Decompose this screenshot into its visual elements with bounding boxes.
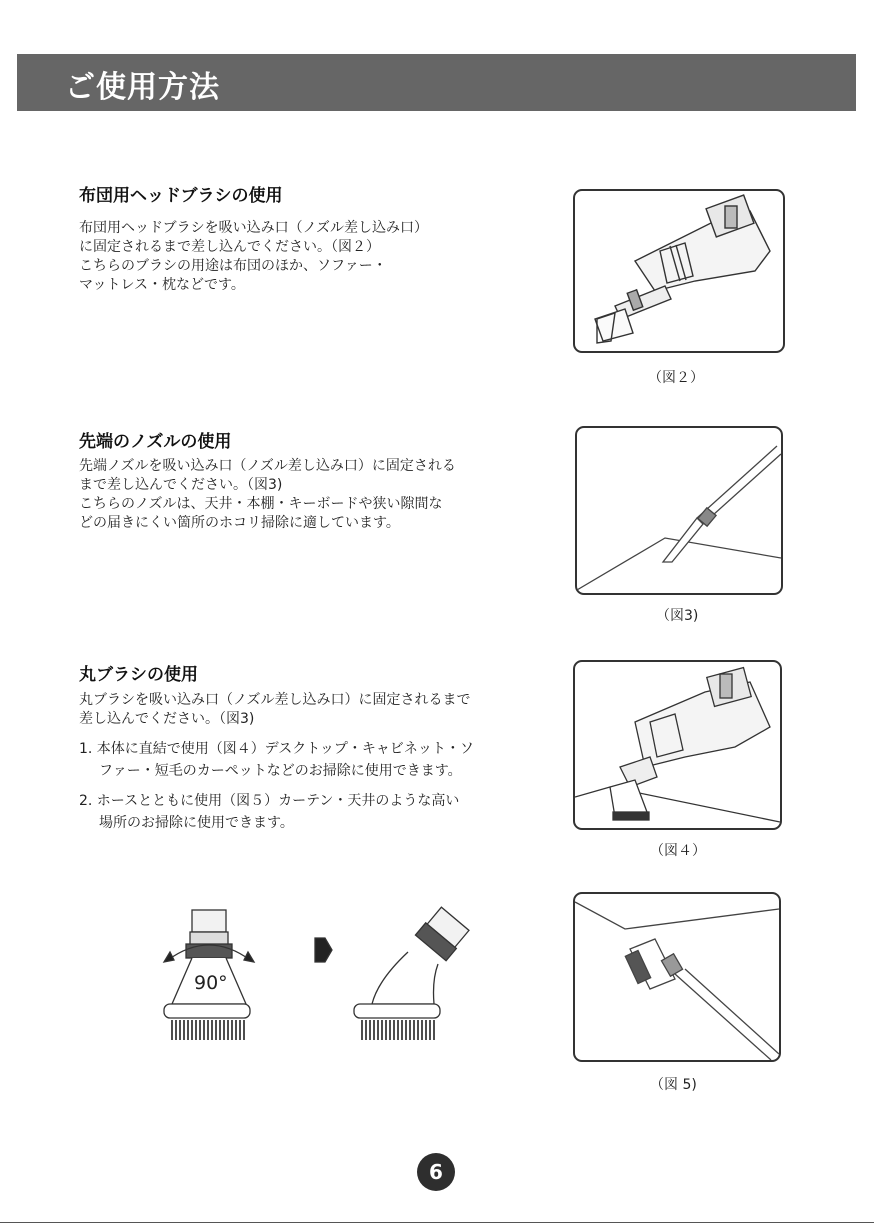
list-item-line: 2. ホースとともに使用（図５）カーテン・天井のような高い	[79, 793, 460, 809]
text-line: に固定されるまで差し込んでください。（図２）	[79, 239, 380, 255]
text-line: こちらのノズルは、天井・本棚・キーボードや狭い隙間な	[79, 496, 443, 512]
text-line: どの届きにくい箇所のホコリ掃除に適しています。	[79, 515, 400, 531]
text-line: 差し込んでください。（図3)	[79, 711, 255, 727]
vacuum-with-futon-brush-illustration	[575, 191, 783, 351]
bottom-divider	[0, 1222, 874, 1223]
figure-4-caption: （図４）	[650, 843, 706, 859]
list-item	[79, 790, 459, 834]
section-heading-nozzle: 先端のノズルの使用	[79, 432, 232, 452]
text-line: まで差し込んでください。（図3)	[79, 477, 283, 493]
text-line: 布団用ヘッドブラシを吸い込み口（ノズル差し込み口）	[79, 220, 429, 236]
vacuum-with-round-brush-illustration	[575, 662, 780, 828]
section-text-nozzle	[79, 457, 456, 533]
nozzle-in-corner-illustration	[577, 428, 781, 593]
list-item-line: ファー・短毛のカーペットなどのお掃除に使用できます。	[99, 763, 462, 779]
text-line: こちらのブラシの用途は布団のほか、ソファー・	[79, 258, 387, 274]
text-line: 丸ブラシを吸い込み口（ノズル差し込み口）に固定されるまで	[79, 692, 471, 708]
figure-5-round-brush-hose	[573, 892, 781, 1062]
section-heading-futon-brush: 布団用ヘッドブラシの使用	[79, 186, 283, 206]
rotation-angle-label: 90°	[194, 972, 228, 994]
list-item-line: 1. 本体に直結で使用（図４）デスクトップ・キャビネット・ソ	[79, 741, 474, 757]
list-item	[79, 738, 474, 782]
text-line: 先端ノズルを吸い込み口（ノズル差し込み口）に固定される	[79, 458, 456, 474]
section-text-round-brush	[79, 691, 470, 729]
header-banner	[17, 54, 856, 111]
figure-3-nozzle	[575, 426, 783, 595]
list-item-line: 場所のお掃除に使用できます。	[99, 815, 294, 831]
section-text-futon-brush	[79, 219, 428, 295]
figure-5-caption: （図 5)	[650, 1077, 697, 1093]
page-title: ご使用方法	[65, 70, 220, 105]
figure-2-caption: （図２）	[648, 370, 704, 386]
round-brush-on-hose-illustration	[575, 894, 779, 1060]
figure-4-round-brush-direct	[573, 660, 782, 830]
text-line: マットレス・枕などです。	[79, 277, 245, 293]
figure-2-futon-brush	[573, 189, 785, 353]
page-number: 6	[417, 1153, 455, 1191]
section-heading-round-brush: 丸ブラシの使用	[79, 665, 198, 685]
figure-3-caption: （図3)	[656, 608, 699, 624]
